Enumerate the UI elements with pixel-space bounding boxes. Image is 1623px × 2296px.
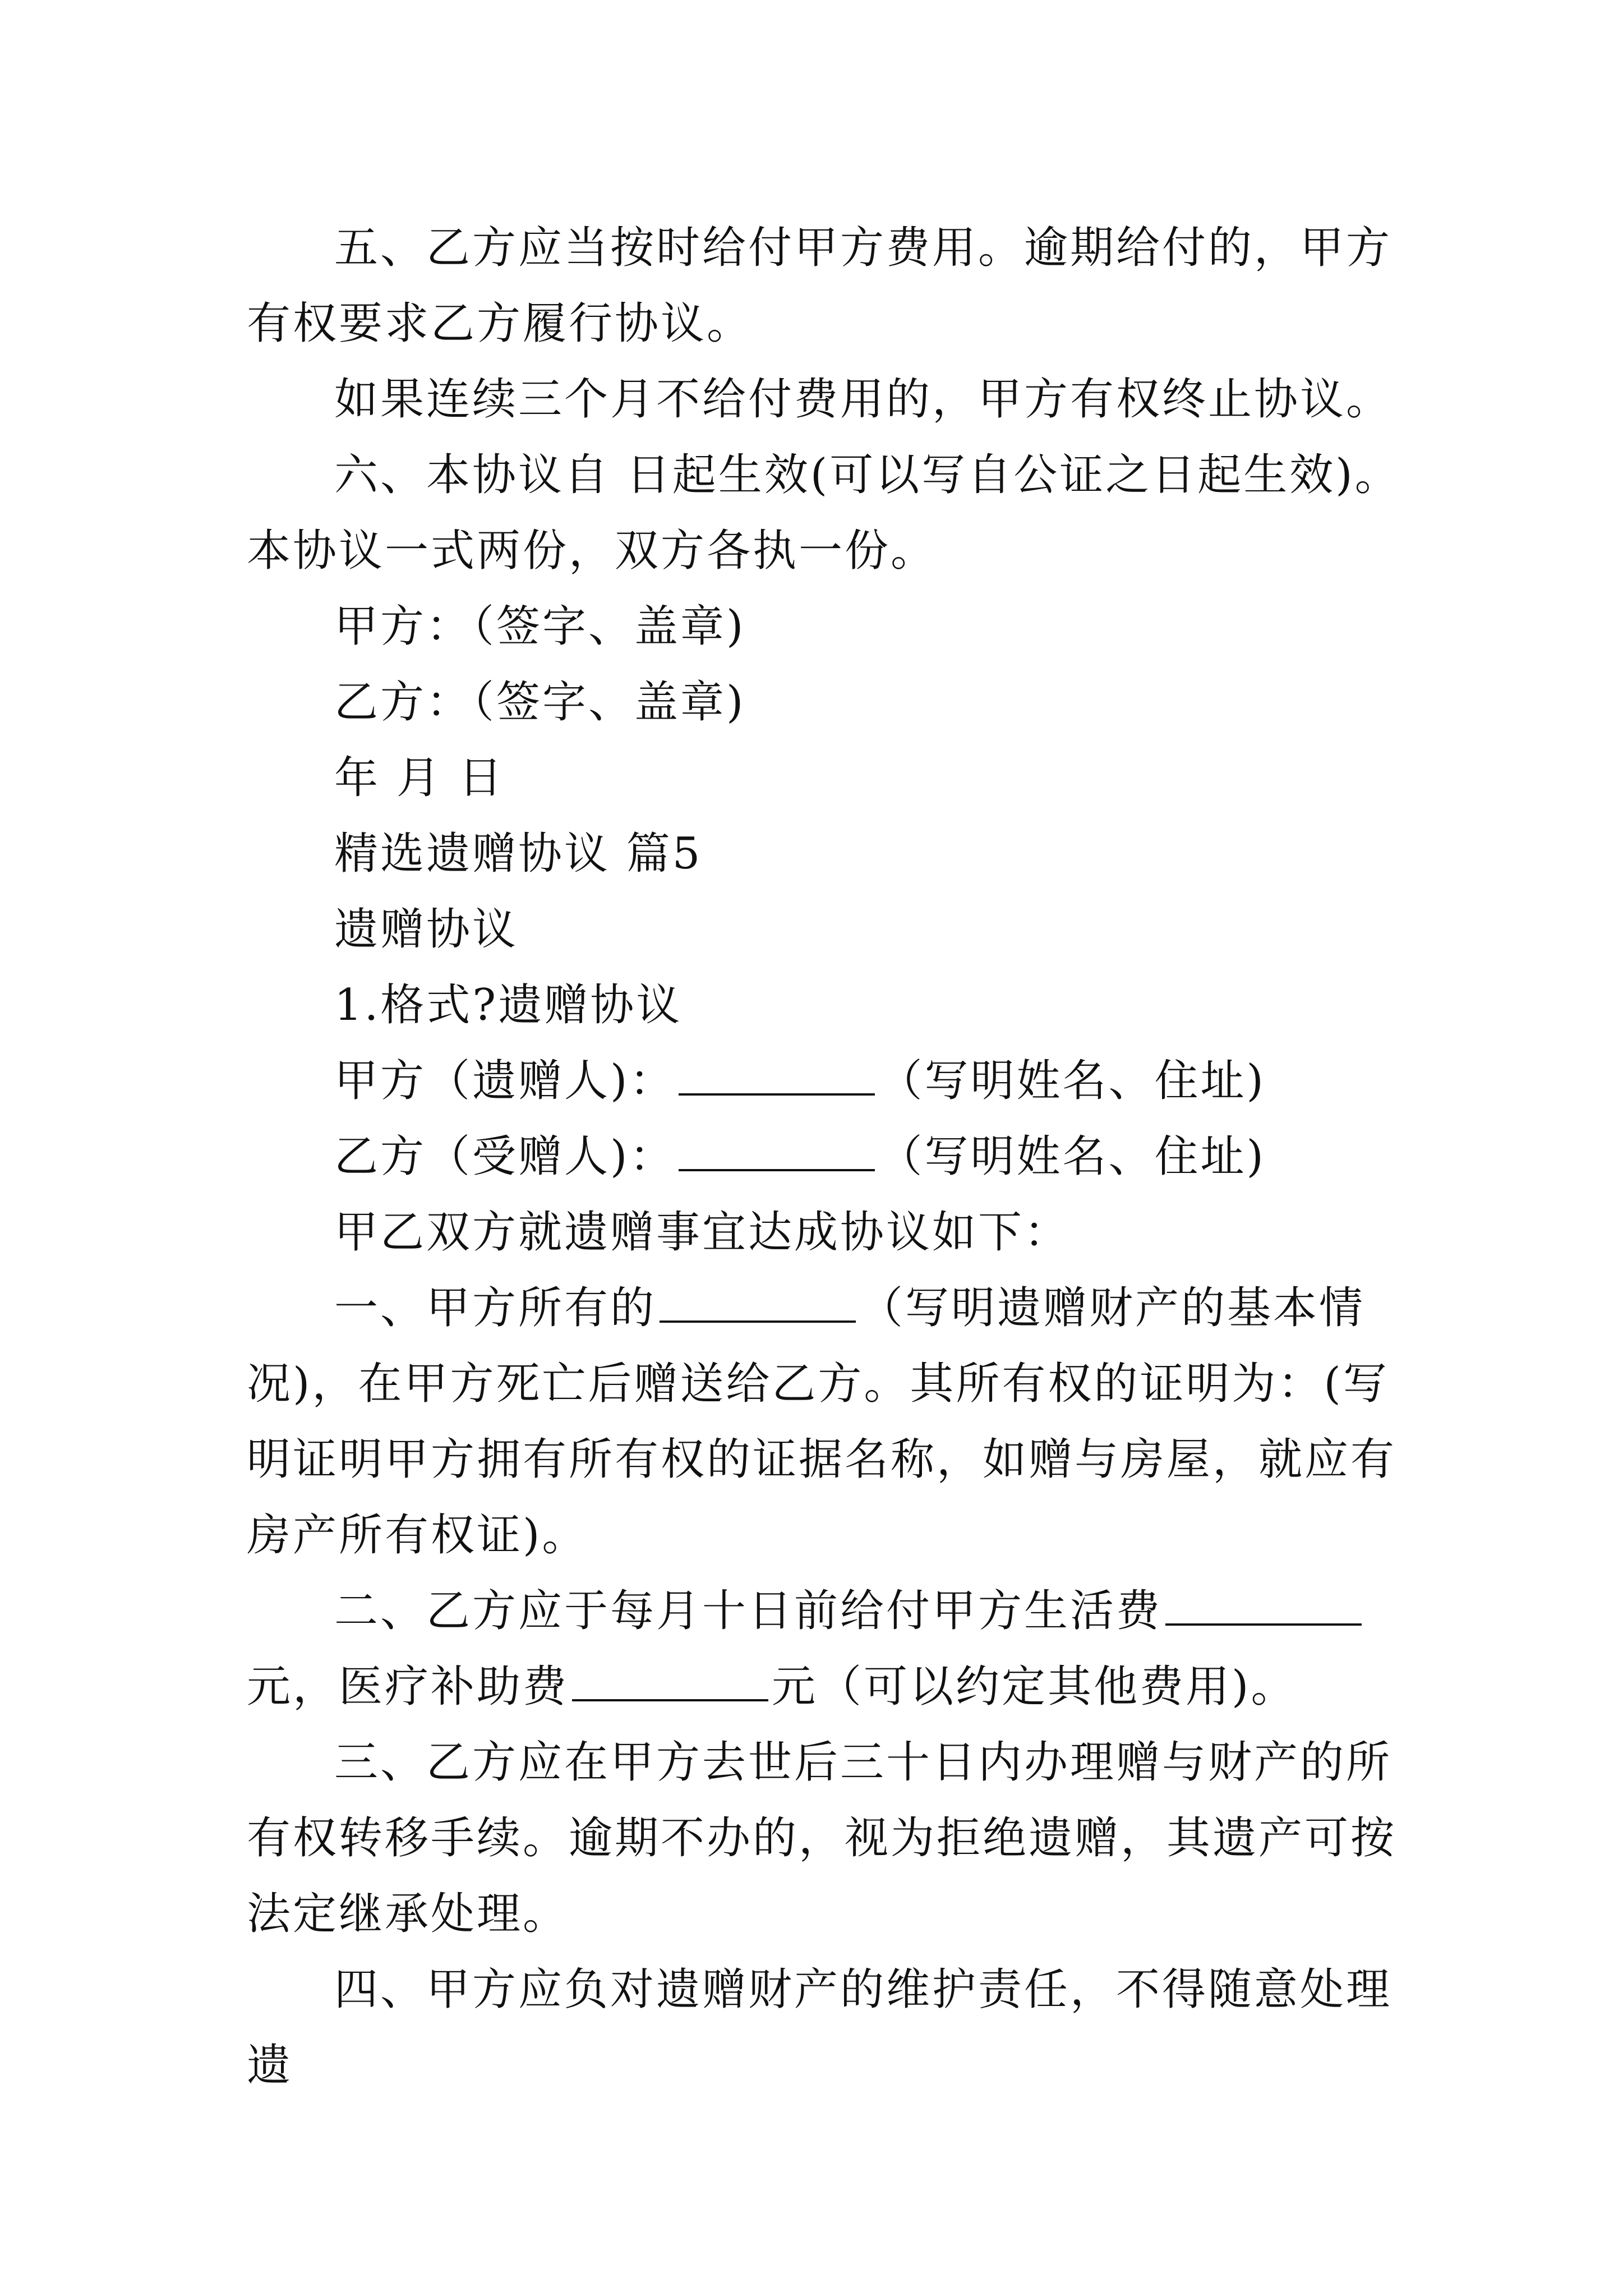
- party-a-blank-field[interactable]: [679, 1056, 875, 1096]
- agreement-intro: 甲乙双方就遗赠事宜达成协议如下：: [334, 1207, 1071, 1258]
- party-b-blank-field[interactable]: [679, 1132, 875, 1171]
- termination-paragraph: 如果连续三个月不给付费用的，甲方有权终止协议。: [334, 374, 1393, 425]
- clause-two-lead: 二、乙方应于每月十日前给付甲方生活费: [334, 1586, 1163, 1636]
- section-heading: 精选遗赠协议 篇5: [334, 829, 703, 879]
- clause-one-lead: 一、甲方所有的: [334, 1283, 657, 1333]
- party-a-label: 甲方（遗赠人)：: [334, 1056, 676, 1106]
- living-expense-blank-field[interactable]: [1165, 1586, 1362, 1626]
- clause-two-middle: 元，医疗补助费: [247, 1662, 569, 1712]
- document-title: 遗赠协议: [334, 904, 519, 955]
- clause-one-rest: （写明遗赠财产的基本情况)，在甲方死亡后赠送给乙方。其所有权的证明为：(写明证明甲方拥有所有权的证据名称，如赠与房屋，就应有房产所有权证)。: [247, 1283, 1397, 1561]
- document-body: [247, 210, 1413, 2104]
- party-b-note: （写明姓名、住址): [878, 1131, 1266, 1182]
- clause-two-rest: 元（可以约定其他费用)。: [772, 1662, 1297, 1712]
- property-blank-field[interactable]: [660, 1283, 856, 1323]
- party-b-label: 乙方（受赠人)：: [334, 1131, 676, 1182]
- date-line: 年 月 日: [334, 753, 505, 803]
- medical-subsidy-blank-field[interactable]: [572, 1662, 768, 1701]
- clause-one-paragraph: [247, 1271, 1413, 1573]
- party-a-info-line: [247, 1043, 1413, 1119]
- clause-two-paragraph: [247, 1573, 1413, 1725]
- clause-five-paragraph: 五、乙方应当按时给付甲方费用。逾期给付的，甲方有权要求乙方履行协议。: [247, 223, 1393, 349]
- format-heading: 1.格式?遗赠协议: [334, 980, 683, 1030]
- party-b-info-line: [247, 1119, 1413, 1195]
- clause-six-paragraph: 六、本协议自 日起生效(可以写自公证之日起生效)。本协议一式两份，双方各执一份。: [247, 450, 1401, 576]
- clause-four-paragraph: 四、甲方应负对遗赠财产的维护责任，不得随意处理遗: [247, 1964, 1393, 2091]
- party-b-signature-line: 乙方：（签字、盖章): [334, 677, 746, 728]
- clause-three-paragraph: 三、乙方应在甲方去世后三十日内办理赠与财产的所有权转移手续。逾期不办的，视为拒绝遗赠，其遗产可按法定继承处理。: [247, 1737, 1397, 1939]
- party-a-note: （写明姓名、住址): [878, 1056, 1266, 1106]
- party-a-signature-line: 甲方：（签字、盖章): [334, 601, 746, 652]
